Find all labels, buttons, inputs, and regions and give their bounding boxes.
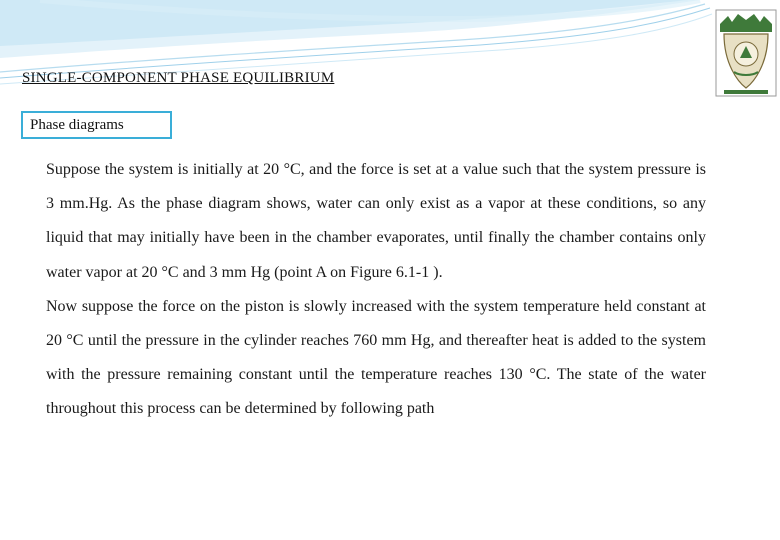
university-crest-logo: [714, 2, 778, 98]
header-swoosh-decoration: [0, 0, 780, 110]
paragraph-1: Suppose the system is initially at 20 °C, and the force is set at a value such that the system pressure is 3 mm.Hg. As the phase diagram shows, water can only exist as a vapor at these conditions, so any liquid that may initially have been in the chamber evaporates, until finally the chamber contains only water vapor at 20 °C and 3 mm Hg (point A on Figure 6.1-1 ).: [46, 161, 706, 281]
section-title: SINGLE-COMPONENT PHASE EQUILIBRIUM: [22, 70, 335, 86]
body-text: [46, 153, 706, 427]
paragraph-2: Now suppose the force on the piston is slowly increased with the system temperature held constant at 20 °C until the pressure in the cylinder reaches 760 mm Hg, and thereafter heat is added to the system with the pressure remaining constant until the temperature reaches 130 °C. The state of the water throughout this process can be determined by following path: [46, 297, 706, 418]
subtitle-box: [21, 111, 172, 139]
subtitle-label: Phase diagrams: [30, 117, 124, 133]
